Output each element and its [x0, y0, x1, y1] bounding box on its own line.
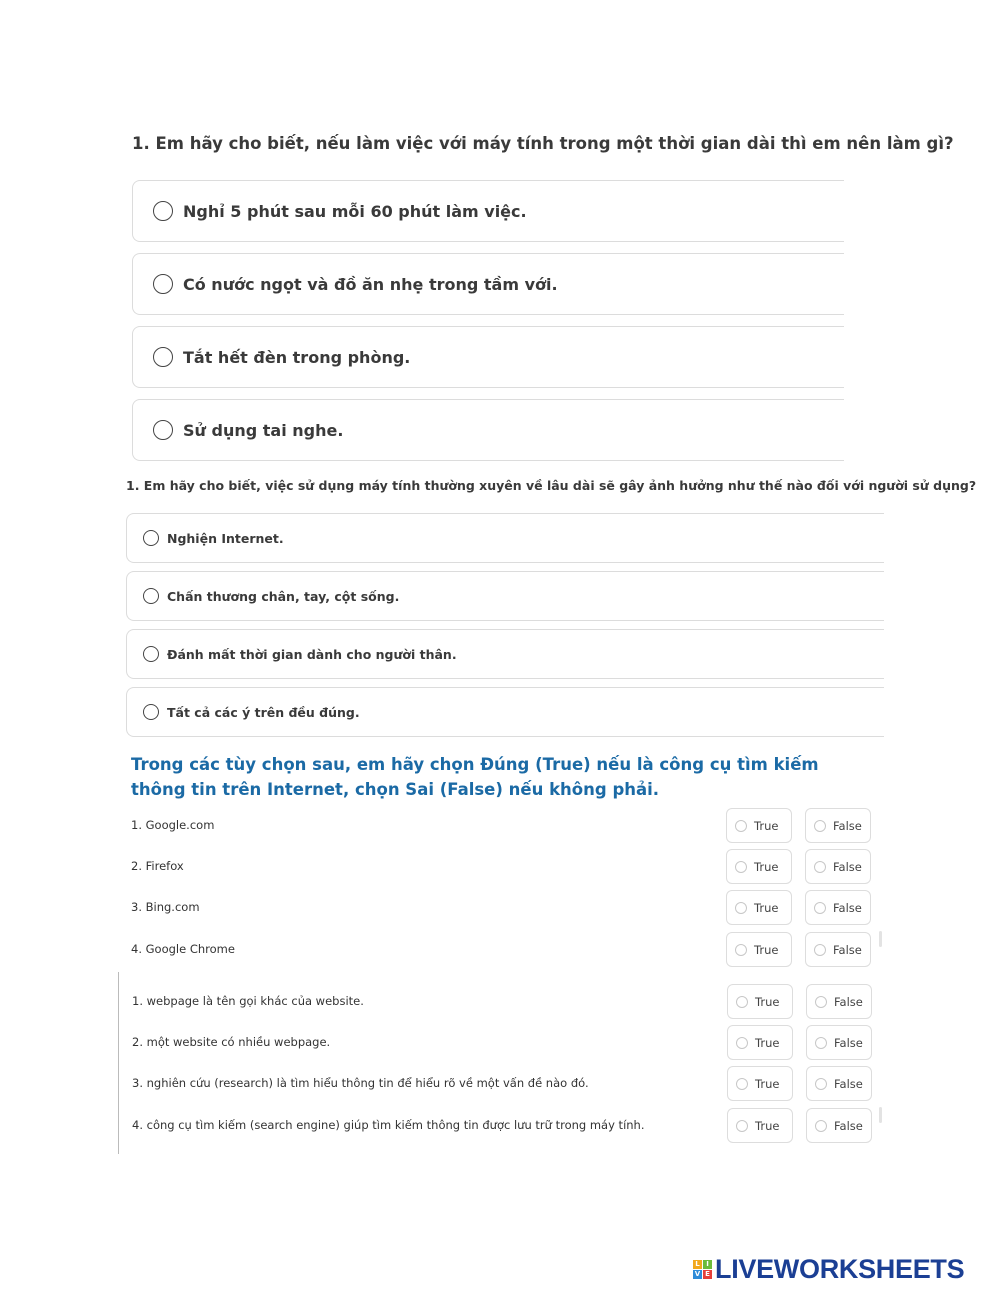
question-2-title: 1. Em hãy cho biết, việc sử dụng máy tính thường xuyên về lâu dài sẽ gây ảnh hưởng như thế nào đối với người sử dụng? [126, 478, 977, 493]
false-label: False [834, 1118, 863, 1133]
option-label: Tắt hết đèn trong phòng. [183, 347, 411, 367]
tf-section-heading: Trong các tùy chọn sau, em hãy chọn Đúng (True) nếu là công cụ tìm kiếm thông tin trên Internet, chọn Sai (False) nếu không phải. [131, 755, 819, 799]
radio-dot-icon [815, 1037, 827, 1049]
radio-dot-icon [815, 1078, 827, 1090]
true-button[interactable] [726, 890, 792, 925]
radio-dot-icon [736, 1037, 748, 1049]
radio-dot-icon [735, 820, 747, 832]
tf-statement: 3. nghiên cứu (research) là tìm hiểu thông tin để hiểu rõ về một vấn đề nào đó. [132, 1076, 589, 1090]
tf-row [0, 984, 1000, 1020]
option-label: Sử dụng tai nghe. [183, 420, 344, 440]
tf-statement: 2. một website có nhiều webpage. [132, 1035, 331, 1049]
true-label: True [754, 818, 779, 833]
true-label: True [755, 1035, 780, 1050]
false-button[interactable] [806, 1066, 872, 1101]
radio-dot-icon [736, 996, 748, 1008]
option-label: Nghiện Internet. [167, 530, 284, 546]
option-label: Tất cả các ý trên đều đúng. [167, 704, 360, 720]
false-label: False [834, 1076, 863, 1091]
true-button[interactable] [726, 932, 792, 967]
true-label: True [755, 1118, 780, 1133]
false-button[interactable] [805, 890, 871, 925]
radio-dot-icon [736, 1120, 748, 1132]
q1-option-1[interactable] [132, 180, 844, 242]
radio-button[interactable] [153, 201, 173, 221]
logo-letter: V [694, 1270, 701, 1278]
radio-button[interactable] [143, 704, 159, 720]
tf-statement: 1. Google.com [131, 818, 215, 832]
true-button[interactable] [726, 849, 792, 884]
option-label: Nghỉ 5 phút sau mỗi 60 phút làm việc. [183, 201, 527, 221]
tf-row [0, 890, 1000, 926]
radio-dot-icon [814, 902, 826, 914]
radio-dot-icon [735, 861, 747, 873]
q2-option-2[interactable] [126, 571, 884, 621]
q1-option-4[interactable] [132, 399, 844, 461]
tf-row [0, 1108, 1000, 1144]
liveworksheets-logo-icon [693, 1260, 712, 1279]
radio-dot-icon [814, 820, 826, 832]
tf-row [0, 849, 1000, 885]
radio-button[interactable] [153, 420, 173, 440]
false-button[interactable] [806, 1108, 872, 1143]
q2-option-1[interactable] [126, 513, 884, 563]
true-button[interactable] [727, 1108, 793, 1143]
radio-button[interactable] [153, 347, 173, 367]
logo-letter: E [703, 1270, 712, 1279]
true-button[interactable] [726, 808, 792, 843]
radio-dot-icon [815, 1120, 827, 1132]
radio-button[interactable] [153, 274, 173, 294]
radio-button[interactable] [143, 646, 159, 662]
tf-row [0, 1066, 1000, 1102]
true-label: True [754, 859, 779, 874]
radio-button[interactable] [143, 588, 159, 604]
q1-option-2[interactable] [132, 253, 844, 315]
brand-name: LIVEWORKSHEETS [715, 1254, 965, 1284]
true-label: True [755, 1076, 780, 1091]
q1-option-3[interactable] [132, 326, 844, 388]
option-label: Chấn thương chân, tay, cột sống. [167, 588, 400, 604]
tf-statement: 2. Firefox [131, 859, 184, 873]
tf-statement: 4. Google Chrome [131, 942, 235, 956]
logo-letter: L [693, 1260, 702, 1269]
radio-dot-icon [814, 944, 826, 956]
true-label: True [754, 900, 779, 915]
tf-statement: 1. webpage là tên gọi khác của website. [132, 994, 364, 1008]
option-label: Có nước ngọt và đồ ăn nhẹ trong tầm với. [183, 274, 558, 294]
false-button[interactable] [805, 808, 871, 843]
true-button[interactable] [727, 1025, 793, 1060]
tf-row [0, 1025, 1000, 1061]
logo-letter: I [703, 1260, 712, 1269]
tf-row [0, 808, 1000, 844]
false-button[interactable] [805, 932, 871, 967]
scrollbar-thumb[interactable] [879, 1107, 882, 1123]
false-button[interactable] [806, 1025, 872, 1060]
false-label: False [834, 994, 863, 1009]
false-label: False [833, 942, 862, 957]
option-label: Đánh mất thời gian dành cho người thân. [167, 646, 457, 662]
true-button[interactable] [727, 1066, 793, 1101]
radio-dot-icon [814, 861, 826, 873]
question-1-title: 1. Em hãy cho biết, nếu làm việc với máy tính trong một thời gian dài thì em nên làm gì? [132, 134, 954, 153]
q2-option-3[interactable] [126, 629, 884, 679]
false-label: False [833, 818, 862, 833]
false-label: False [834, 1035, 863, 1050]
radio-dot-icon [815, 996, 827, 1008]
radio-dot-icon [735, 944, 747, 956]
radio-dot-icon [736, 1078, 748, 1090]
true-button[interactable] [727, 984, 793, 1019]
false-label: False [833, 859, 862, 874]
tf-statement: 3. Bing.com [131, 900, 200, 914]
liveworksheets-brand [693, 1254, 964, 1285]
false-button[interactable] [806, 984, 872, 1019]
false-button[interactable] [805, 849, 871, 884]
true-label: True [754, 942, 779, 957]
true-label: True [755, 994, 780, 1009]
false-label: False [833, 900, 862, 915]
radio-button[interactable] [143, 530, 159, 546]
scrollbar-thumb[interactable] [879, 931, 882, 947]
radio-dot-icon [735, 902, 747, 914]
q2-option-4[interactable] [126, 687, 884, 737]
tf-statement: 4. công cụ tìm kiếm (search engine) giúp tìm kiếm thông tin được lưu trữ trong máy tính. [132, 1118, 645, 1132]
tf-row [0, 932, 1000, 968]
